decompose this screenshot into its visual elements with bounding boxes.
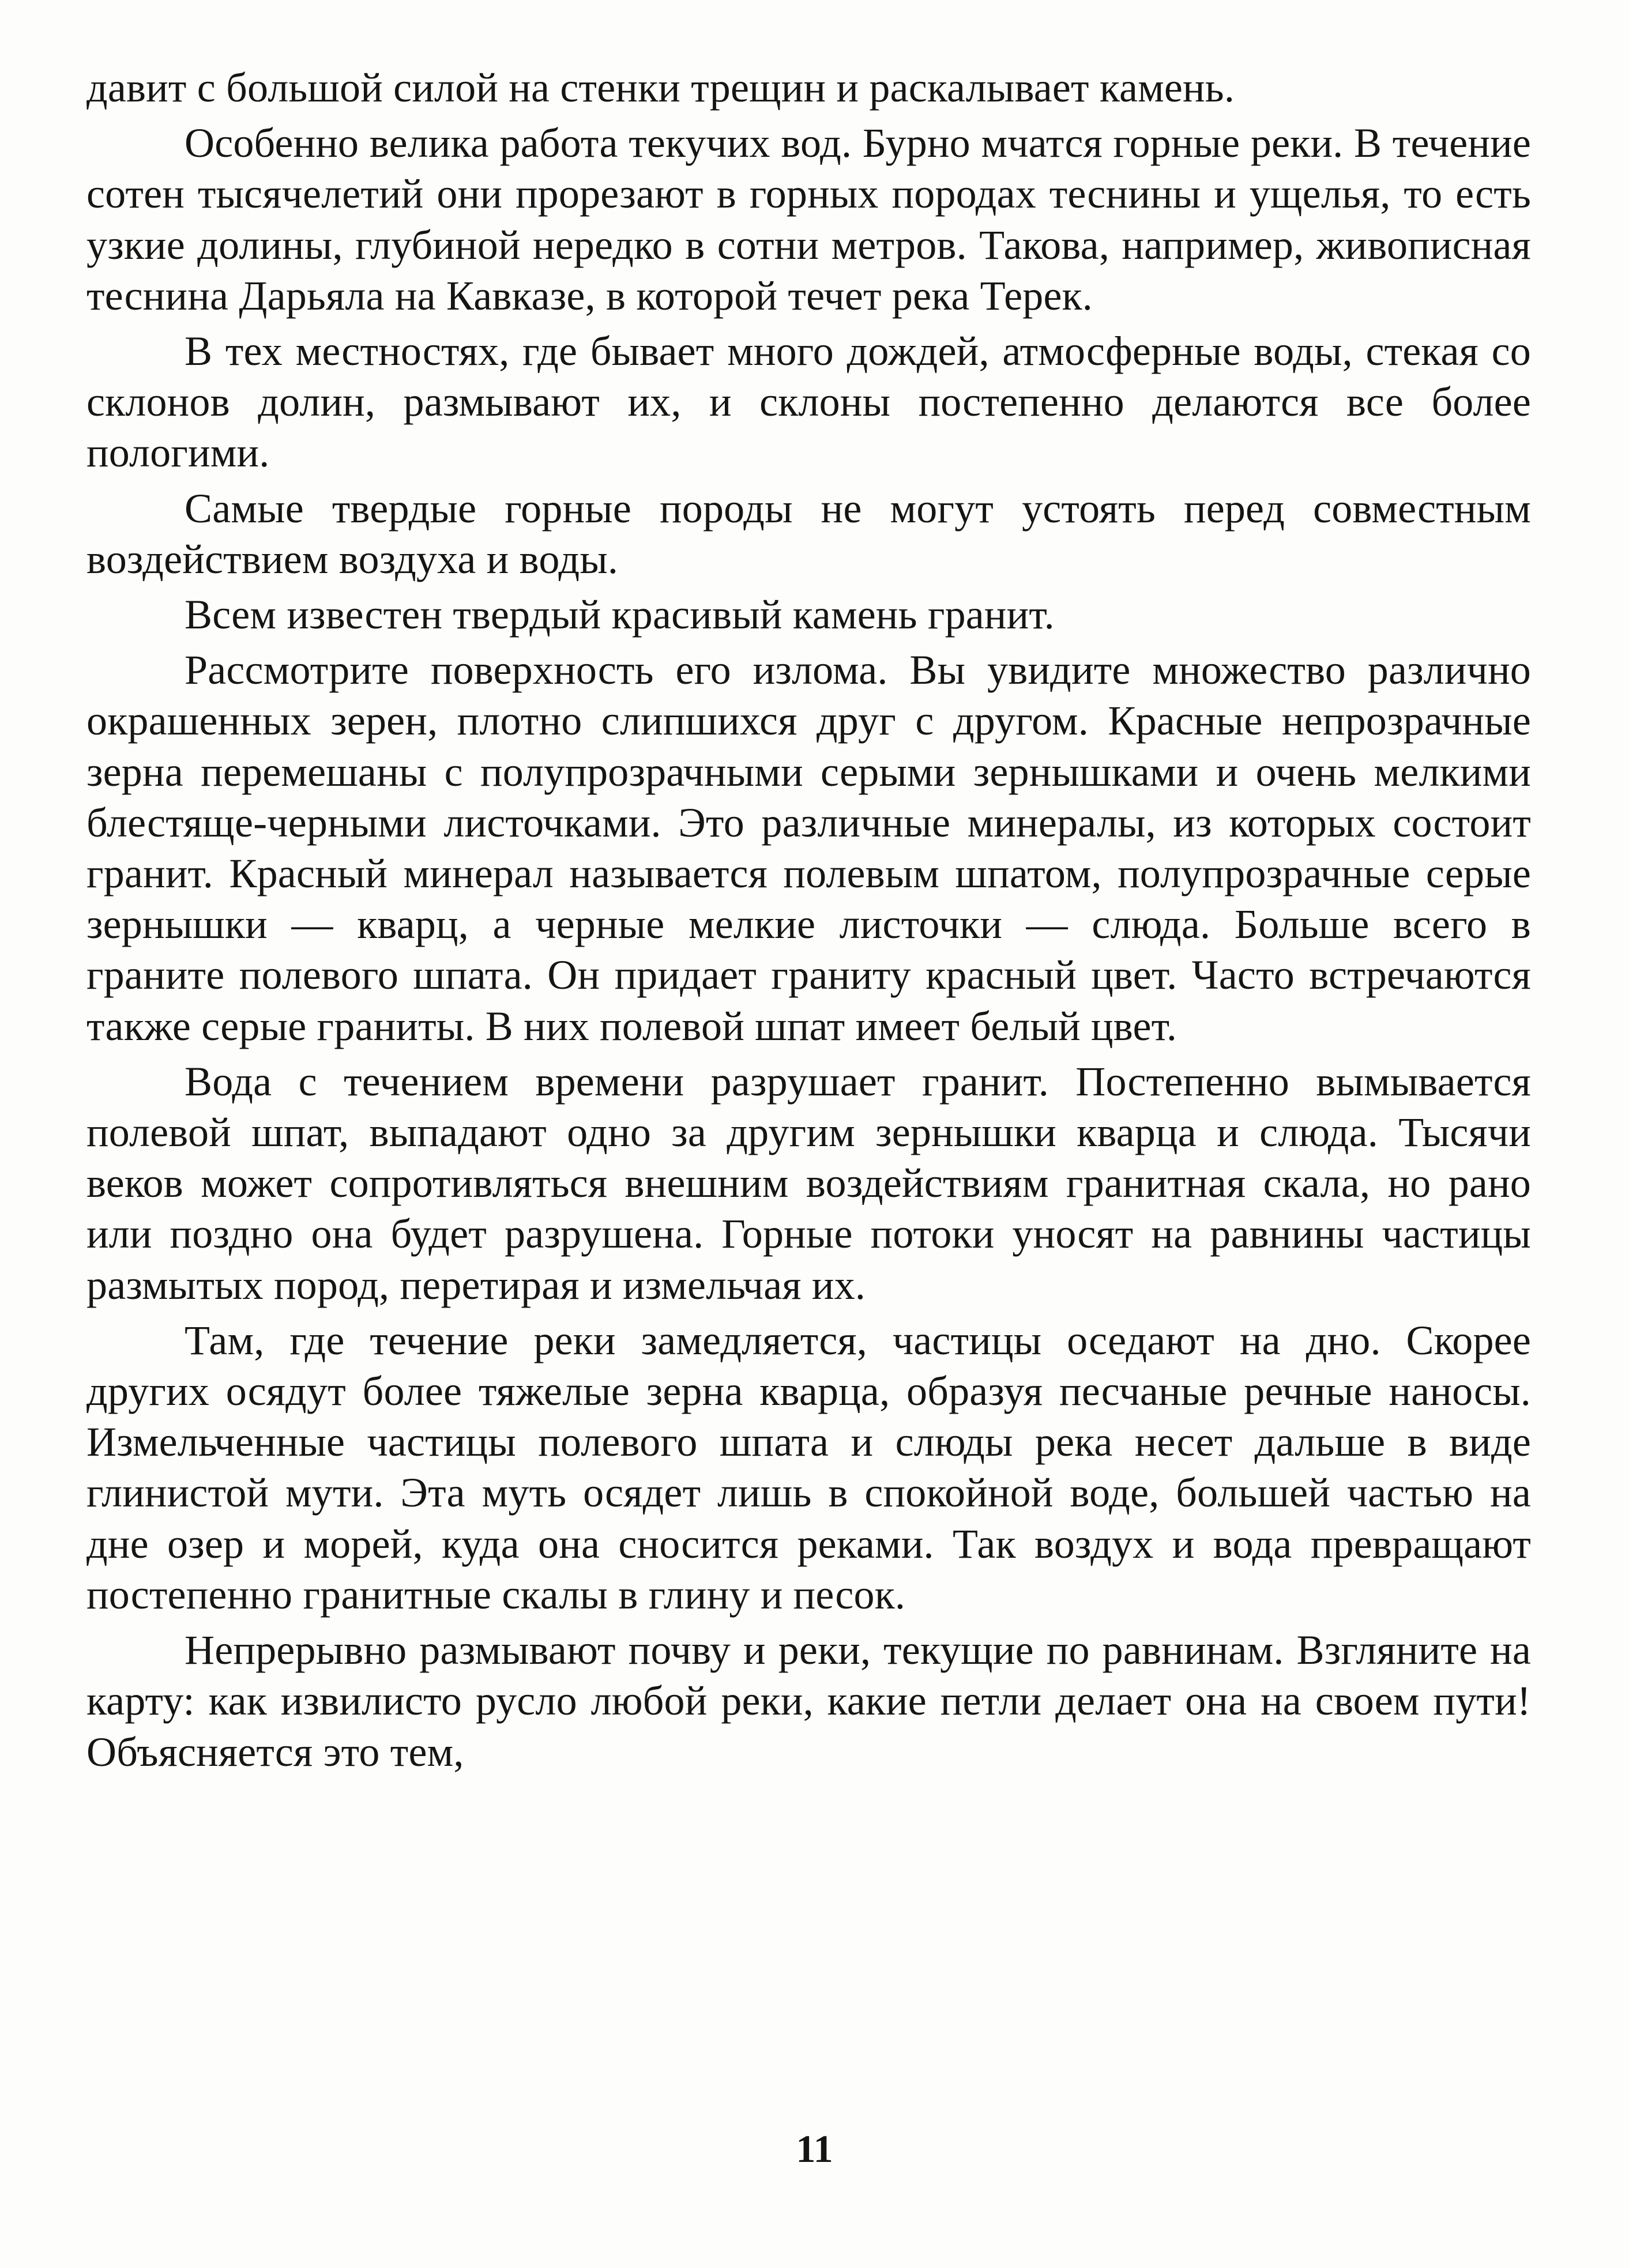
paragraph: Вода с течением времени разрушает гранит. Постепенно вымывается полевой шпат, выпадают одно за другим зернышки кварца и слюда. Тысячи веков может сопротивляться внешним воздействиям гранитная скала, но рано или поздно она будет разрушена. Горные потоки уносят на равнины частицы размытых пород, перетирая и измельчая их. — [86, 1058, 1531, 1308]
paragraph: Непрерывно размывают почву и реки, текущие по равнинам. Взгляните на карту: как извилисто русло любой реки, какие петли делает она на своем пути! Объясняется это тем, — [86, 1627, 1531, 1775]
paragraph: Особенно велика работа текучих вод. Бурно мчатся горные реки. В течение сотен тысячелетий они прорезают в горных породах теснины и ущелья, то есть узкие долины, глубиной нередко в сотни метров. Такова, например, живописная теснина Дарьяла на Кавказе, в которой течет река Терек. — [86, 120, 1531, 319]
paragraph: В тех местностях, где бывает много дождей, атмосферные воды, стекая со склонов долин, размывают их, и склоны постепенно делаются все более пологими. — [86, 328, 1531, 476]
paragraph: Всем известен твердый красивый камень гранит. — [185, 592, 1055, 638]
paragraph-continuation: давит с большой силой на стенки трещин и раскалывает камень. — [86, 65, 1235, 111]
body-text — [86, 62, 1531, 1782]
paragraph: Самые твердые горные породы не могут устоять перед совместным воздействием воздуха и воды. — [86, 485, 1531, 582]
paragraph: Рассмотрите поверхность его излома. Вы увидите множество различно окрашенных зерен, плотно слипшихся друг с другом. Красные непрозрачные зерна перемешаны с полупрозрачными серыми зернышками и очень мелкими блестяще-черными листочками. Это различные минералы, из которых состоит гранит. Красный минерал называется полевым шпатом, полупрозрачные серые зернышки — кварц, а черные мелкие листочки — слюда. Больше всего в граните полевого шпата. Он придает граниту красный цвет. Часто встречаются также серые граниты. В них полевой шпат имеет белый цвет. — [86, 647, 1531, 1049]
page-number: 11 — [796, 2127, 833, 2171]
paragraph: Там, где течение реки замедляется, частицы оседают на дно. Скорее других осядут более тяжелые зерна кварца, образуя песчаные речные наносы. Измельченные частицы полевого шпата и слюды река несет дальше в виде глинистой мути. Эта муть осядет лишь в спокойной воде, большей частью на дне озер и морей, куда она сносится реками. Так воздух и вода превращают постепенно гранитные скалы в глину и песок. — [86, 1317, 1531, 1618]
